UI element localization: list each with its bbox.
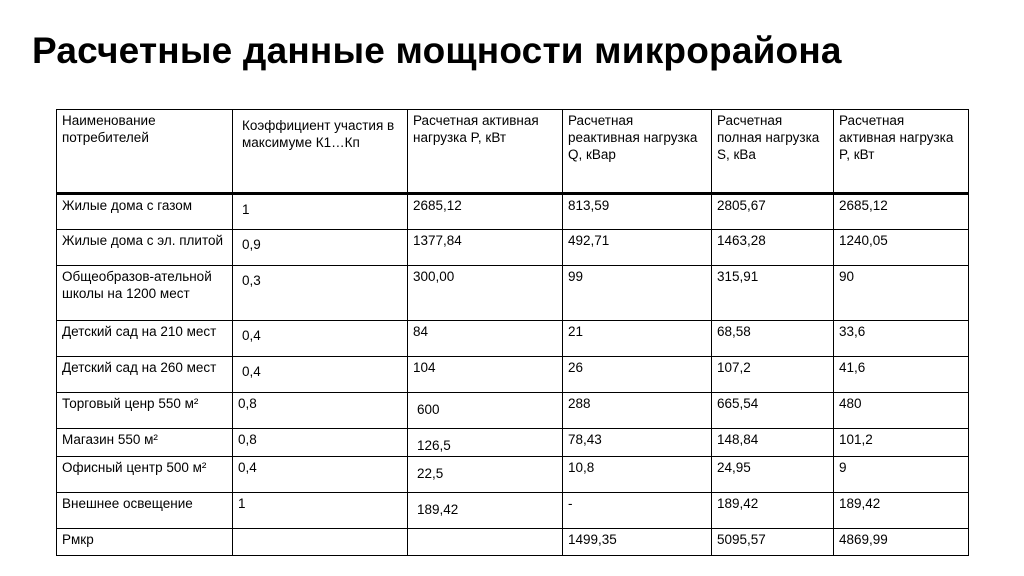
table-row: [57, 321, 969, 357]
header-cell-active-load: Расчетная активная нагрузка P, кВт: [408, 110, 563, 194]
cell-consumer: Детский сад на 210 мест: [57, 321, 233, 357]
cell-reactive-load: 78,43: [563, 429, 712, 457]
cell-active-load: [408, 529, 563, 556]
cell-full-load: 665,54: [712, 393, 834, 429]
cell-consumer: Общеобразов-ательной школы на 1200 мест: [57, 266, 233, 321]
cell-consumer: Внешнее освещение: [57, 493, 233, 529]
cell-coefficient: 0,8: [233, 429, 408, 457]
cell-coefficient: 0,8: [233, 393, 408, 429]
cell-active-load-total: 1240,05: [834, 230, 969, 266]
cell-full-load: 5095,57: [712, 529, 834, 556]
cell-active-load: 600: [408, 393, 563, 429]
header-cell-active-load-total: Расчетная активная нагрузка P, кВт: [834, 110, 969, 194]
header-cell-reactive-load: Расчетная реактивная нагрузка Q, кВар: [563, 110, 712, 194]
cell-active-load-total: 41,6: [834, 357, 969, 393]
cell-consumer: Магазин 550 м²: [57, 429, 233, 457]
cell-active-load: 300,00: [408, 266, 563, 321]
cell-coefficient: 1: [233, 493, 408, 529]
cell-reactive-load: 10,8: [563, 457, 712, 493]
cell-reactive-load: 21: [563, 321, 712, 357]
cell-full-load: 68,58: [712, 321, 834, 357]
cell-active-load: 2685,12: [408, 194, 563, 230]
cell-full-load: 1463,28: [712, 230, 834, 266]
cell-active-load-total: 4869,99: [834, 529, 969, 556]
cell-active-load: 189,42: [408, 493, 563, 529]
table-row: [57, 393, 969, 429]
header-cell-coefficient: Коэффициент участия в максимуме К1…Кп: [233, 110, 408, 194]
cell-consumer: Жилые дома с газом: [57, 194, 233, 230]
cell-reactive-load: 288: [563, 393, 712, 429]
cell-coefficient: 1: [233, 194, 408, 230]
cell-reactive-load: 99: [563, 266, 712, 321]
cell-full-load: 315,91: [712, 266, 834, 321]
cell-active-load: 104: [408, 357, 563, 393]
table-row: [57, 429, 969, 457]
cell-active-load-total: 480: [834, 393, 969, 429]
page-title: Расчетные данные мощности микрорайона: [32, 30, 842, 71]
cell-consumer: Офисный центр 500 м²: [57, 457, 233, 493]
cell-coefficient: [233, 529, 408, 556]
cell-reactive-load: 1499,35: [563, 529, 712, 556]
table-row: [57, 266, 969, 321]
cell-reactive-load: 492,71: [563, 230, 712, 266]
cell-coefficient: 0,9: [233, 230, 408, 266]
cell-active-load-total: 101,2: [834, 429, 969, 457]
cell-full-load: 24,95: [712, 457, 834, 493]
header-cell-consumer: Наименование потребителей: [57, 110, 233, 194]
table-row: [57, 194, 969, 230]
header-cell-full-load: Расчетная полная нагрузка S, кВа: [712, 110, 834, 194]
table-row: [57, 457, 969, 493]
cell-consumer: Рмкр: [57, 529, 233, 556]
cell-consumer: Детский сад на 260 мест: [57, 357, 233, 393]
cell-active-load-total: 9: [834, 457, 969, 493]
cell-consumer: Жилые дома с эл. плитой: [57, 230, 233, 266]
cell-coefficient: 0,3: [233, 266, 408, 321]
cell-active-load-total: 33,6: [834, 321, 969, 357]
table-row: [57, 493, 969, 529]
cell-full-load: 2805,67: [712, 194, 834, 230]
cell-coefficient: 0,4: [233, 457, 408, 493]
cell-full-load: 107,2: [712, 357, 834, 393]
cell-active-load-total: 2685,12: [834, 194, 969, 230]
cell-active-load-total: 90: [834, 266, 969, 321]
cell-coefficient: 0,4: [233, 357, 408, 393]
cell-reactive-load: 813,59: [563, 194, 712, 230]
table-row: [57, 230, 969, 266]
table-row-total: [57, 529, 969, 556]
table-row: [57, 357, 969, 393]
cell-coefficient: 0,4: [233, 321, 408, 357]
cell-reactive-load: -: [563, 493, 712, 529]
table-header-row: [57, 110, 969, 194]
power-data-table: [56, 109, 969, 556]
cell-active-load-total: 189,42: [834, 493, 969, 529]
cell-active-load: 22,5: [408, 457, 563, 493]
cell-active-load: 126,5: [408, 429, 563, 457]
cell-reactive-load: 26: [563, 357, 712, 393]
cell-full-load: 189,42: [712, 493, 834, 529]
cell-active-load: 1377,84: [408, 230, 563, 266]
cell-consumer: Торговый ценр 550 м²: [57, 393, 233, 429]
cell-full-load: 148,84: [712, 429, 834, 457]
cell-active-load: 84: [408, 321, 563, 357]
